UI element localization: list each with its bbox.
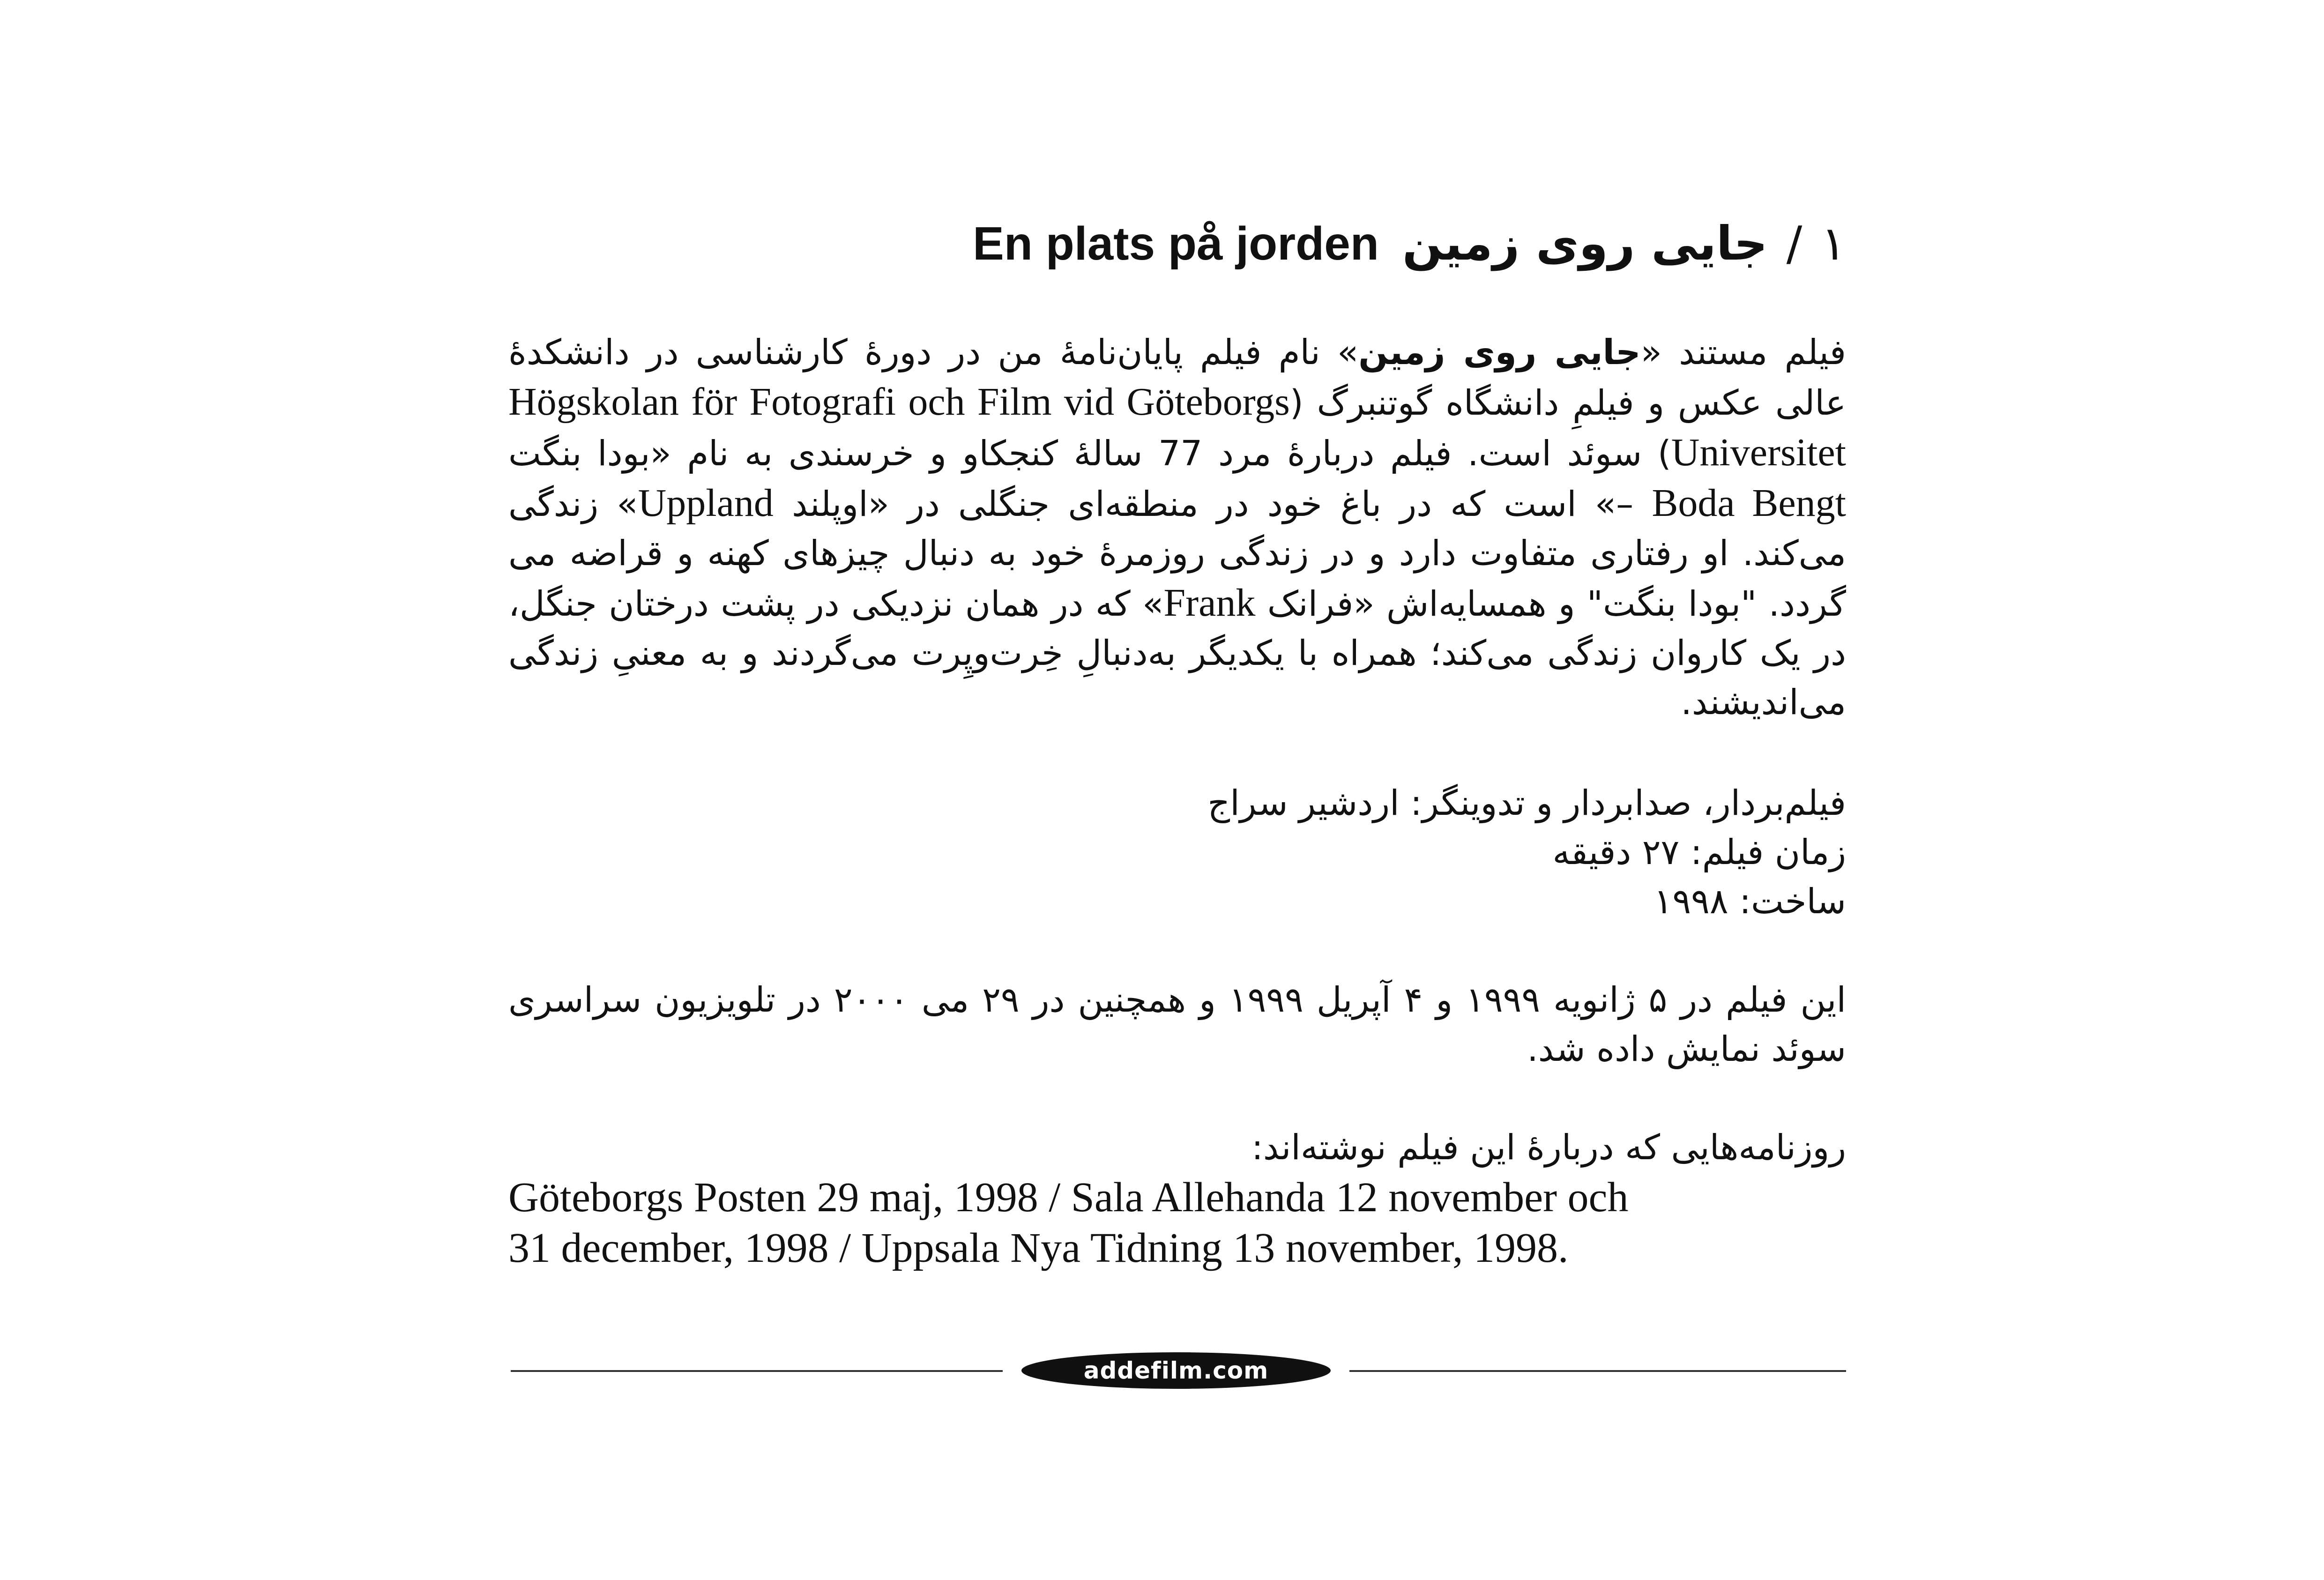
region-name: Uppland bbox=[638, 481, 774, 525]
description-text: ) سوئد است. فیلم دربارهٔ مرد 77 سالهٔ کنجکاو و خرسندی به نام «بودا بنگت bbox=[508, 433, 1671, 474]
title-persian: جایی روی زمین bbox=[1402, 216, 1768, 271]
film-name: جایی روی زمین bbox=[1358, 332, 1641, 373]
school-name: Högskolan för Fotografi och Film vid Göteborgs Universitet bbox=[508, 380, 1846, 474]
press-line: 31 december, 1998 / Uppsala Nya Tidning 13 november, 1998. bbox=[508, 1225, 1569, 1271]
production-year: ساخت: ۱۹۹۸ bbox=[1654, 881, 1846, 922]
description-text: فیلم مستند « bbox=[1640, 332, 1847, 373]
content-column bbox=[508, 206, 1846, 1274]
description-text: » نام فیلم پایان‌نامهٔ من در دورهٔ کارشناسی در دانشکدهٔ عالی عکس و فیلمِ دانشگاه گوتنبرگ ( bbox=[508, 332, 1846, 423]
film-description bbox=[508, 328, 1846, 727]
neighbor-name: Frank bbox=[1163, 581, 1256, 625]
film-credits bbox=[508, 779, 1846, 926]
crew-credit: فیلم‌بردار، صدابردار و تدوینگر: اردشیر سراج bbox=[1207, 783, 1846, 823]
press-line: Göteborgs Posten 29 maj, 1998 / Sala Allehanda 12 november och bbox=[508, 1174, 1629, 1221]
title-separator: / bbox=[1786, 216, 1803, 271]
title-number: ۱ bbox=[1821, 216, 1846, 271]
description-text: » که در همان نزدیکی در پشت درختان جنگل، در یک کاروان زندگی می‌کند؛ همراه با یکدیگر به‌دنبالِ خِرت‌وپِرت می‌گردند و به معنیِ زندگی می‌اندیشند. bbox=[508, 584, 1846, 723]
film-duration: زمان فیلم: ۲۷ دقیقه bbox=[1552, 832, 1846, 872]
footer-divider-left bbox=[511, 1370, 1003, 1372]
protagonist-name: Boda Bengt bbox=[1652, 481, 1846, 525]
broadcast-info: این فیلم در ۵ ژانویه ۱۹۹۹ و ۴ آپریل ۱۹۹۹ و همچنین در ۲۹ می ۲۰۰۰ در تلویزیون سراسری سوئد نمایش داده شد. bbox=[508, 980, 1847, 1069]
description-text: » زندگی می‌کند. او رفتاری متفاوت دارد و در زندگی روزمرهٔ خود به دنبال چیزهای کهنه و قراضه می گردد. "بودا بنگت" و همسایه‌اش «فرانک bbox=[508, 484, 1846, 624]
press-list bbox=[508, 1172, 1846, 1274]
description-text: –» است که در باغ خود در منطقه‌ای جنگلی در «اوپلند bbox=[773, 484, 1652, 524]
footer-divider-right bbox=[1349, 1370, 1846, 1372]
website-badge: addefilm.com bbox=[1021, 1352, 1331, 1389]
page-title bbox=[508, 206, 1846, 286]
title-latin: En plats på jorden bbox=[973, 217, 1379, 270]
press-label: روزنامه‌هایی که دربارهٔ این فیلم نوشته‌اند: bbox=[1251, 1127, 1846, 1168]
